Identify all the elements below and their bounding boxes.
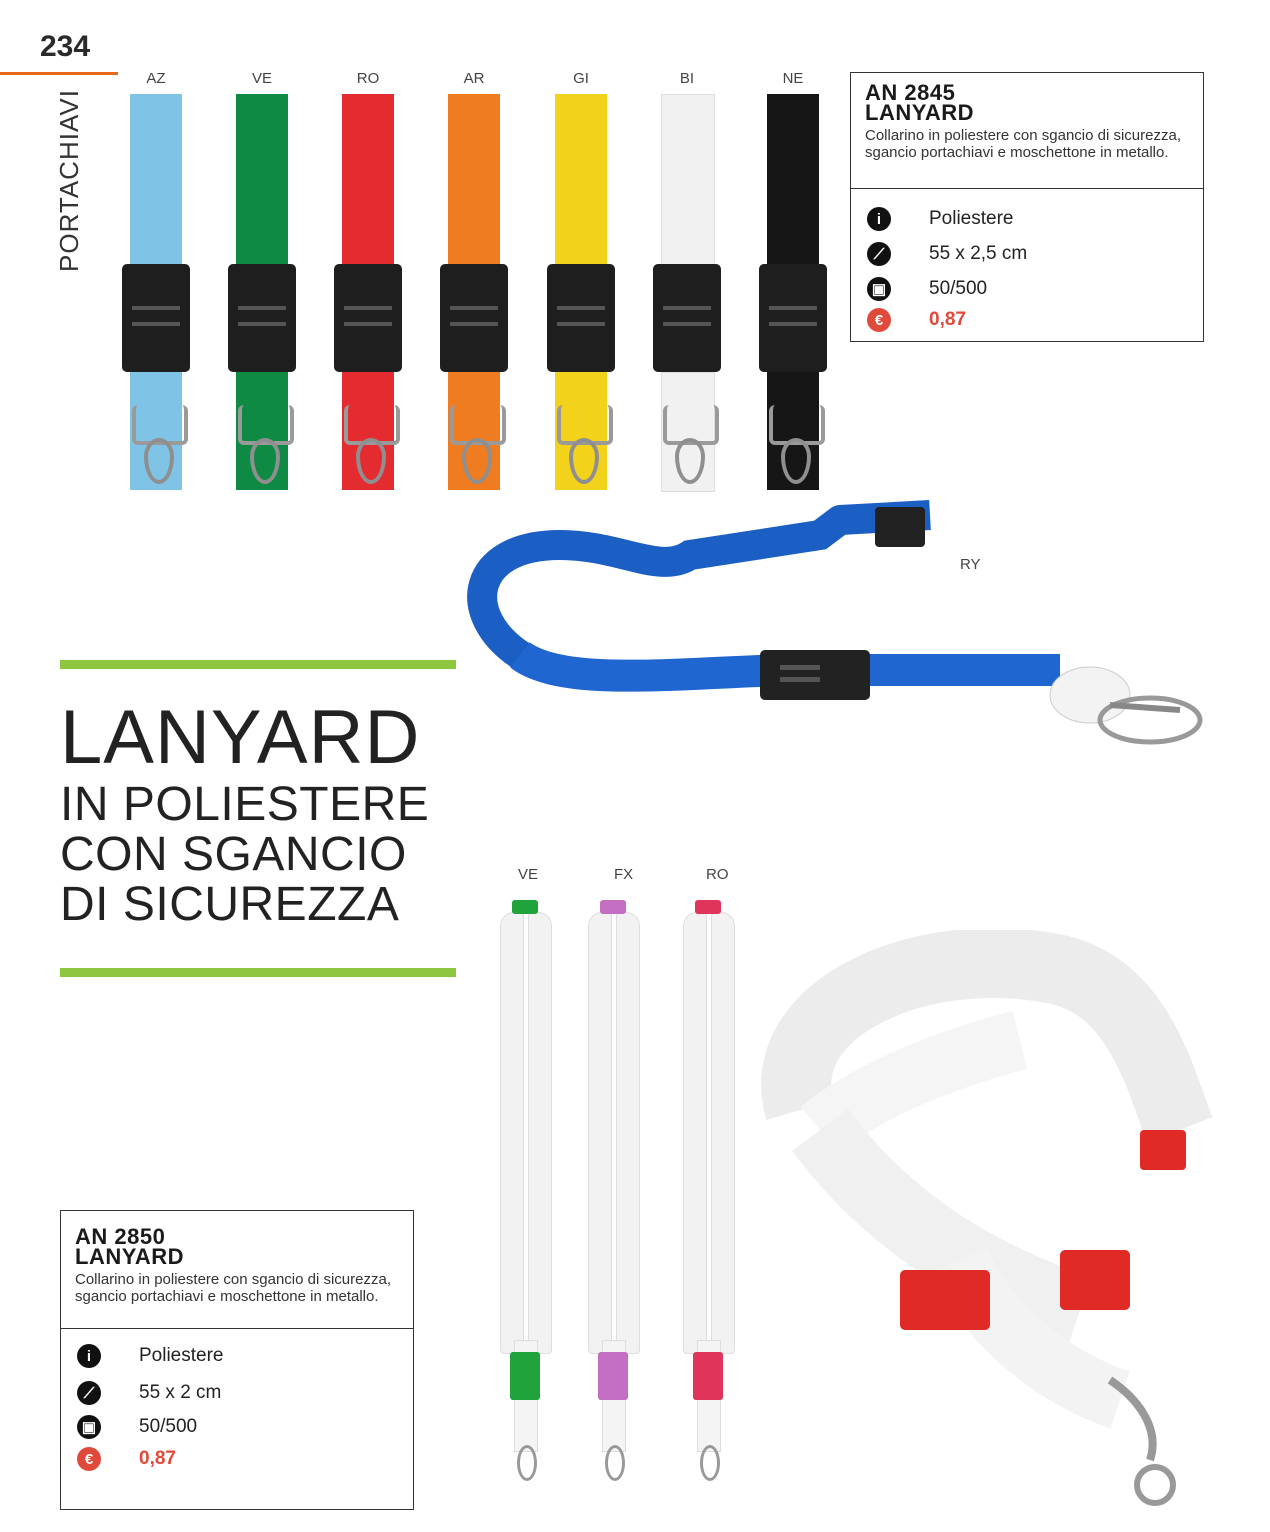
headline-title: LANYARD bbox=[60, 695, 421, 780]
info-icon: i bbox=[77, 1344, 101, 1368]
strap-left bbox=[500, 912, 524, 1354]
product-header bbox=[61, 1211, 413, 1329]
safety-buckle bbox=[440, 264, 508, 372]
color-code: AZ bbox=[146, 70, 166, 87]
spec-packaging-text: 50/500 bbox=[929, 278, 988, 299]
lanyard-swatch-gi bbox=[553, 70, 609, 490]
white-lanyard-ro bbox=[683, 900, 733, 1485]
product-name: LANYARD bbox=[865, 100, 975, 125]
strap-upper bbox=[555, 94, 607, 264]
strap-right bbox=[528, 912, 552, 1354]
spec-material-text: Poliestere bbox=[139, 1345, 224, 1366]
snap-hook-icon bbox=[700, 1445, 720, 1481]
spec-material-text: Poliestere bbox=[929, 208, 1014, 229]
price-text: 0,87 bbox=[929, 309, 966, 330]
spec-packaging bbox=[867, 274, 987, 304]
snap-hook-icon bbox=[605, 1445, 625, 1481]
strap-upper bbox=[767, 94, 819, 264]
safety-clip bbox=[695, 900, 721, 914]
strap-upper bbox=[661, 94, 715, 266]
euro-icon: € bbox=[77, 1447, 101, 1471]
product-description-line: Collarino in poliestere con sgancio di sicurezza, bbox=[75, 1271, 391, 1288]
box-icon: ▣ bbox=[867, 277, 891, 301]
color-code: FX bbox=[614, 866, 634, 883]
safety-buckle bbox=[693, 1352, 723, 1400]
safety-clip bbox=[512, 900, 538, 914]
strap-upper bbox=[130, 94, 182, 264]
color-code: VE bbox=[518, 866, 539, 883]
safety-buckle bbox=[598, 1352, 628, 1400]
safety-buckle bbox=[334, 264, 402, 372]
safety-buckle bbox=[510, 1352, 540, 1400]
size-icon: ⟋ bbox=[77, 1381, 101, 1405]
strap-right bbox=[616, 912, 640, 1354]
lanyard-swatch-ve bbox=[234, 70, 290, 490]
blue-lanyard-image bbox=[460, 495, 1220, 765]
strap-upper bbox=[342, 94, 394, 264]
product-description-line: sgancio portachiavi e moschettone in metallo. bbox=[75, 1288, 379, 1305]
color-code: NE bbox=[782, 70, 804, 87]
spec-material bbox=[77, 1341, 224, 1371]
box-icon: ▣ bbox=[77, 1415, 101, 1439]
snap-hook-icon bbox=[517, 1445, 537, 1481]
product-description-line: Collarino in poliestere con sgancio di sicurezza, bbox=[865, 127, 1181, 144]
product-info-box-an2850 bbox=[60, 1210, 414, 1510]
page-number-rule bbox=[0, 72, 118, 75]
safety-clip bbox=[600, 900, 626, 914]
spec-packaging-text: 50/500 bbox=[139, 1416, 198, 1437]
color-code-ry: RY bbox=[960, 556, 981, 573]
safety-buckle bbox=[759, 264, 827, 372]
headline-line: IN POLIESTERE bbox=[60, 778, 430, 831]
strap-left bbox=[588, 912, 612, 1354]
color-code: GI bbox=[573, 70, 589, 87]
strap-upper bbox=[448, 94, 500, 264]
product-code: AN 2845 bbox=[865, 80, 956, 105]
lanyard-swatch-ar bbox=[446, 70, 502, 490]
color-code: VE bbox=[251, 70, 272, 87]
euro-icon: € bbox=[867, 308, 891, 332]
spec-size-text: 55 x 2 cm bbox=[139, 1382, 222, 1403]
strap-left bbox=[683, 912, 707, 1354]
spec-price bbox=[77, 1444, 176, 1474]
product-info-box-an2845 bbox=[850, 72, 1204, 342]
product-name: LANYARD bbox=[75, 1244, 185, 1269]
safety-buckle bbox=[653, 264, 721, 372]
white-lanyard-fx bbox=[588, 900, 638, 1485]
color-code: AR bbox=[463, 70, 485, 87]
safety-buckle bbox=[122, 264, 190, 372]
spec-material bbox=[867, 204, 1014, 234]
headline-rule-top bbox=[60, 660, 456, 669]
spec-size bbox=[867, 239, 1027, 269]
lanyard-swatch-az bbox=[128, 70, 184, 490]
price-text: 0,87 bbox=[139, 1448, 176, 1469]
headline-line: CON SGANCIO bbox=[60, 828, 407, 881]
white-lanyard-ve bbox=[500, 900, 550, 1485]
spec-packaging bbox=[77, 1412, 197, 1442]
safety-buckle bbox=[228, 264, 296, 372]
product-header bbox=[851, 73, 1203, 189]
spec-price bbox=[867, 305, 966, 335]
color-code: RO bbox=[356, 70, 380, 87]
section-label: PORTACHIAVI bbox=[54, 89, 84, 272]
lanyard-swatch-bi bbox=[659, 70, 715, 490]
page-number: 234 bbox=[40, 30, 91, 63]
headline-rule-bottom bbox=[60, 968, 456, 977]
strap-right bbox=[711, 912, 735, 1354]
strap-upper bbox=[236, 94, 288, 264]
headline-line: DI SICUREZZA bbox=[60, 878, 400, 931]
size-icon: ⟋ bbox=[867, 242, 891, 266]
lanyard-swatch-ne bbox=[765, 70, 821, 490]
color-code: BI bbox=[679, 70, 695, 87]
info-icon: i bbox=[867, 207, 891, 231]
lanyard-swatch-ro bbox=[340, 70, 396, 490]
color-code: RO bbox=[706, 866, 729, 883]
product-description-line: sgancio portachiavi e moschettone in metallo. bbox=[865, 144, 1169, 161]
safety-buckle bbox=[547, 264, 615, 372]
spec-size bbox=[77, 1378, 221, 1408]
spec-size-text: 55 x 2,5 cm bbox=[929, 243, 1028, 264]
product-code: AN 2850 bbox=[75, 1224, 166, 1249]
white-lanyard-image bbox=[760, 930, 1220, 1510]
